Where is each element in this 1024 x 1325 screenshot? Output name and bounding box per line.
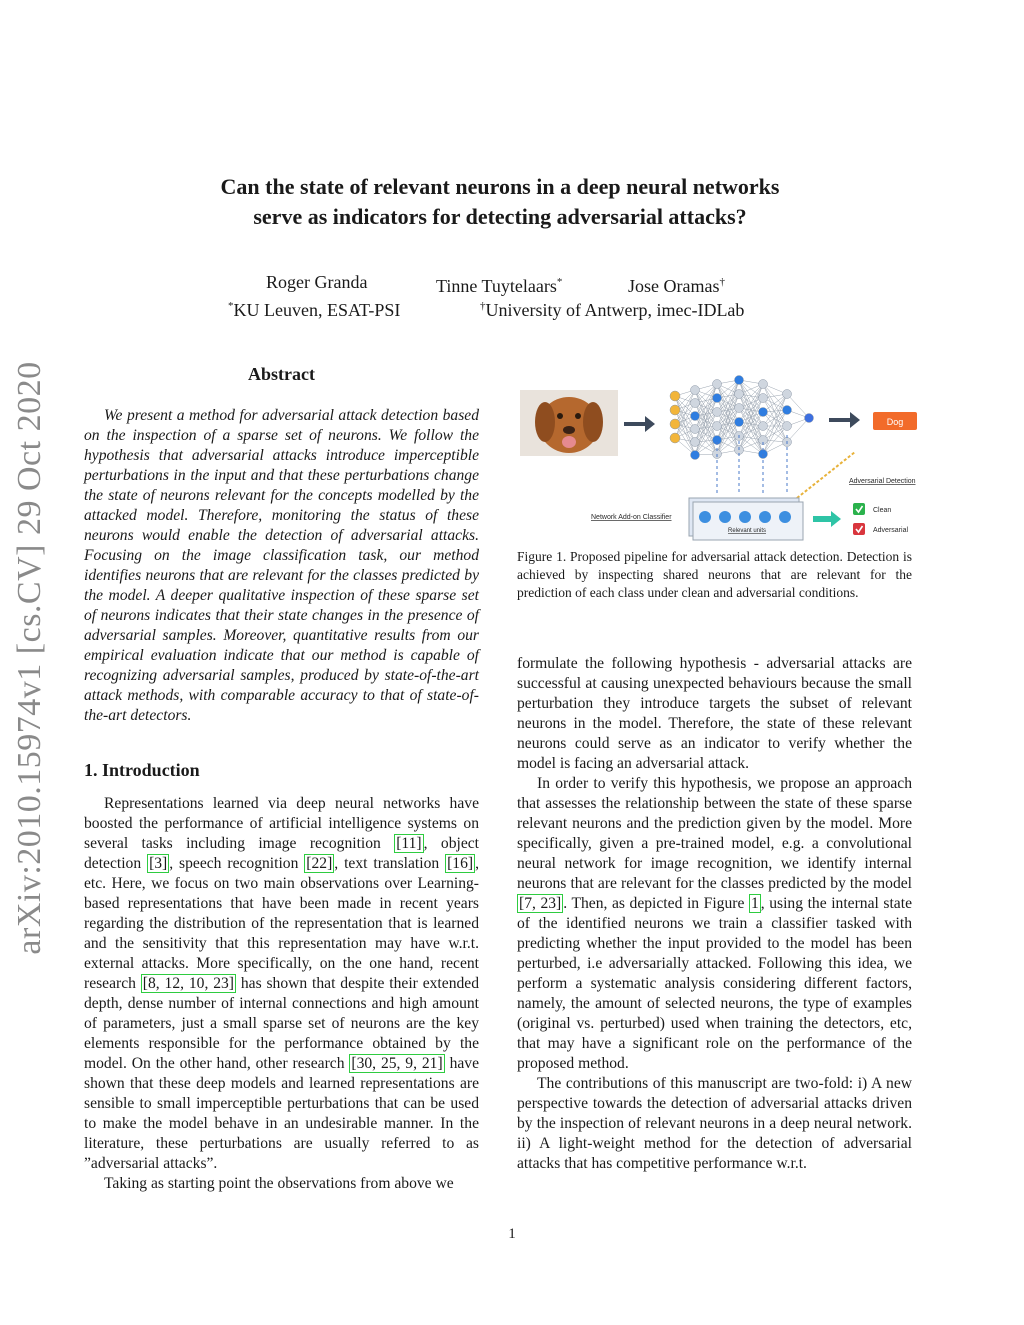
network-node (691, 438, 700, 447)
citation-link[interactable]: [7, 23] (519, 895, 562, 912)
figure-ref-link[interactable]: 1 (750, 895, 759, 912)
network-node (783, 390, 792, 399)
network-node (783, 406, 792, 415)
network-node (713, 422, 722, 431)
network-node (783, 422, 792, 431)
author-3: Jose Oramas† (628, 276, 725, 296)
network-node (735, 404, 744, 413)
citation-link[interactable]: [30, 25, 9, 21] (351, 1055, 443, 1072)
citation-link[interactable]: [3] (149, 855, 168, 872)
arxiv-stamp: arXiv:2010.15974v1 [cs.CV] 29 Oct 2020 (11, 361, 48, 955)
intro-heading: 1. Introduction (84, 760, 200, 780)
abstract-text: We present a method for adversarial attack detection based on the inspection of a sparse set of neurons. We follow the hypothesis that adversarial attacks introduce imperceptible perturbations in the input and that these perturbations change the state of neurons relevant for the concepts modelled by the attacked model. Therefore, monitoring the status of these neurons would enable the detection of adversarial attacks. Focusing on the image classification task, our method identifies neurons that are relevant for the classes predicted by the model. A deeper qualitative inspection of these sparse set of neurons indicates that their state changes in the presence of adversarial samples. Moreover, quantitative results from our empirical evaluation indicate that our method is capable of recognizing adversarial samples, produced by state-of-the-art attack methods, with comparable accuracy to that of state-of-the-art detectors. (84, 407, 479, 724)
clean-label: Clean (873, 507, 892, 514)
dashed-connectors (717, 435, 787, 495)
title-line-2: serve as indicators for detecting adversarial attacks? (253, 204, 747, 229)
network-node (691, 399, 700, 408)
network-node (759, 394, 768, 403)
pipeline-diagram (517, 370, 917, 545)
right-column-text (517, 654, 912, 1174)
network-node (670, 419, 680, 429)
network-node (735, 418, 744, 427)
network-node (805, 414, 814, 423)
network-node (691, 412, 700, 421)
output-label: Dog (886, 417, 904, 427)
network-node (713, 394, 722, 403)
figure-1 (517, 370, 917, 545)
network-node (670, 391, 680, 401)
right-paragraph-2: In order to verify this hypothesis, we propose an approach that assesses the relationship between the state of these sparse relevant neurons and the prediction given by the model. More specifically, given a pre-trained model, e.g. a convolutional neural network for image recognition, we identify internal neurons that are relevant for the classes predicted by the model [7, 23] . Then, as depicted in Figure 1 , using the internal state of the identified neurons we train a classifier tasked with predicting whether the input provided to the model has been perturbed, i.e adversarially attacked. Following this idea, we perform a systematic analysis considering different factors, namely, the amount of selected neurons, the type of examples (original vs. perturbed) used when training the detectors, etc, that may have a significant role on the performance of the proposed method. (517, 775, 912, 1072)
page-number: 1 (508, 1226, 516, 1242)
arrow-icon (624, 416, 655, 432)
abstract-heading: Abstract (248, 364, 315, 384)
affiliation-2: †University of Antwerp, imec-IDLab (480, 300, 745, 320)
citation-link[interactable]: [11] (396, 835, 422, 852)
network-node (759, 408, 768, 417)
figure-caption: Figure 1. Proposed pipeline for adversarial attack detection. Detection is achieved by inspecting shared neurons that are relevant for the prediction of each class under clean and adversarial conditions. (517, 549, 912, 600)
citation-link[interactable]: [8, 12, 10, 23] (142, 975, 234, 992)
citation-link[interactable]: [22] (306, 855, 333, 872)
right-paragraph-1: formulate the following hypothesis - adversarial attacks are successful at causing unexpected behaviours because the small perturbation they introduce targets the subset of relevant neurons in the model. Therefore, the state of these relevant neurons could serve as an indicator to verify whether the model is facing an adversarial attack. (517, 655, 912, 772)
checkmark-icon (853, 523, 865, 535)
network-node (759, 422, 768, 431)
author-2: Tinne Tuytelaars* (436, 276, 563, 296)
network-node (735, 390, 744, 399)
network-node (691, 451, 700, 460)
adversarial-label: Adversarial (873, 527, 909, 534)
network-node (713, 380, 722, 389)
intro-text (84, 794, 479, 1194)
network-node (691, 386, 700, 395)
network-node (759, 380, 768, 389)
relevant-units-label: Relevant units (727, 528, 767, 534)
network-node (691, 425, 700, 434)
network-node (713, 408, 722, 417)
intro-paragraph-2: Taking as starting point the observations from above we (104, 1175, 454, 1192)
author-1: Roger Granda (266, 272, 368, 292)
result-arrow-icon (813, 511, 841, 527)
network-node (735, 376, 744, 385)
title-line-1: Can the state of relevant neurons in a deep neural networks (220, 174, 780, 199)
intro-paragraph-1: Representations learned via deep neural networks have boosted the performance of artificial intelligence systems on several tasks including image recognition [11] , object detection [3] , speech recognition [22] , text translation [16] , etc. Here, we focus on two main observations over Learning-based representations that have been made in recent years regarding the distribution of the representation that is learned and the sensitivity that this representation may have w.r.t. external attacks. More specifically, on the one hand, recent research [8, 12, 10, 23] has shown that despite their extended depth, dense number of internal connections and high amount of parameters, just a small sparse set of neurons are the key elements responsible for the performance obtained by the model. On the other hand, other research [30, 25, 9, 21] have shown that these deep models and learned representations are sensible to small imperceptible perturbations that can be used to make the model behave in an undesirable manner. In the literature, these perturbations are usually referred to as ”adversarial attacks”. (84, 795, 480, 1172)
network-node (670, 405, 680, 415)
citation-link[interactable]: [16] (447, 855, 474, 872)
adv-detection-label: Adversarial Detection (849, 478, 916, 485)
dog-photo (520, 390, 618, 456)
paper-title (140, 172, 860, 232)
affiliation-1: *KU Leuven, ESAT-PSI (228, 300, 401, 320)
network-node (670, 433, 680, 443)
right-paragraph-3: The contributions of this manuscript are two-fold: i) A new perspective towards the detection of adversarial attacks driven by the inspection of relevant neurons in a deep neural network. ii) A light-weight method for the detection of adversarial attacks that has competitive performance w.r.t. (517, 1075, 912, 1172)
addon-label: Network Add-on Classifier (591, 514, 672, 521)
checkmark-icon (853, 503, 865, 515)
arrow-icon (829, 412, 860, 428)
detection-link (797, 452, 855, 498)
